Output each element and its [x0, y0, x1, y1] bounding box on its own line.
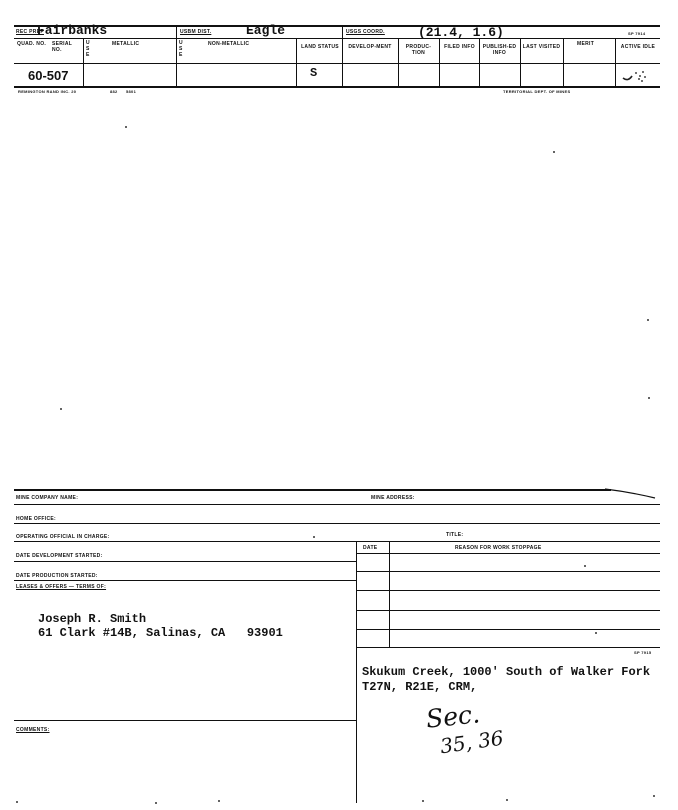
- use-label-2: U S E: [179, 40, 183, 58]
- form-number: SP 7914: [628, 31, 646, 36]
- mine-company-name-label: MINE COMPANY NAME:: [16, 495, 79, 501]
- metallic-label: METALLIC: [112, 41, 140, 47]
- last-visited-label: LAST VISITED: [522, 44, 561, 50]
- use-label: U S E: [86, 40, 90, 58]
- date-development-label: DATE DEVELOPMENT STARTED:: [16, 553, 103, 559]
- form-number-2: SP 7915: [634, 650, 652, 655]
- development-label: DEVELOP-MENT: [348, 44, 392, 50]
- stamp-mark-icon: [620, 66, 650, 84]
- printer-code-a: 882: [110, 89, 118, 94]
- filed-info-label: FILED INFO: [444, 44, 475, 50]
- non-metallic-label: NON-METALLIC: [208, 41, 250, 47]
- rec-prep-label: REC PREP: [16, 29, 44, 35]
- active-idle-label: ACTIVE IDLE: [620, 44, 656, 50]
- handwritten-sec: Sec.: [424, 699, 482, 734]
- serial-no-label: SERIAL NO.: [52, 41, 73, 53]
- merit-label: MERIT: [577, 41, 595, 47]
- date-production-label: DATE PRODUCTION STARTED:: [16, 573, 98, 579]
- territorial-dept: TERRITORIAL DEPT. OF MINES: [503, 89, 571, 94]
- torn-edge-mark: [605, 484, 665, 500]
- published-info-label: PUBLISH-ED INFO: [482, 44, 517, 56]
- quad-serial-value: 60-507: [28, 68, 69, 83]
- lessee-name: Joseph R. Smith: [38, 612, 147, 626]
- usgs-coord-label: USGS COORD.: [346, 29, 385, 35]
- operating-official-label: OPERATING OFFICIAL IN CHARGE:: [16, 534, 110, 540]
- mine-address-label: MINE ADDRESS:: [371, 495, 415, 501]
- reason-col-label: REASON FOR WORK STOPPAGE: [455, 545, 542, 551]
- location-line1: Skukum Creek, 1000' South of Walker Fork: [362, 665, 651, 679]
- location-line2: T27N, R21E, CRM,: [362, 680, 478, 694]
- usbm-dist-label: USBM DIST.: [180, 29, 212, 35]
- printer-note: REMINGTON RAND INC. 20: [18, 89, 77, 94]
- date-col-label: DATE: [363, 545, 378, 551]
- production-label: PRODUC-TION: [405, 44, 432, 56]
- handwritten-sections: 35, 36: [438, 725, 505, 759]
- printer-code-b: 5801: [126, 89, 137, 94]
- land-status-label: LAND STATUS: [301, 44, 339, 50]
- quad-no-label: QUAD. NO.: [17, 41, 47, 47]
- lessee-address: 61 Clark #14B, Salinas, CA 93901: [38, 626, 283, 640]
- title-label: TITLE:: [446, 532, 464, 538]
- comments-label: COMMENTS:: [16, 727, 50, 733]
- land-status-value: S: [310, 66, 318, 80]
- usgs-coord-value: (21.4, 1.6): [418, 25, 504, 40]
- leases-label: LEASES & OFFERS — TERMS OF:: [16, 584, 107, 590]
- home-office-label: HOME OFFICE:: [16, 516, 56, 522]
- rec-prep-value: Fairbanks: [37, 23, 108, 38]
- usbm-dist-value: Eagle: [246, 23, 286, 38]
